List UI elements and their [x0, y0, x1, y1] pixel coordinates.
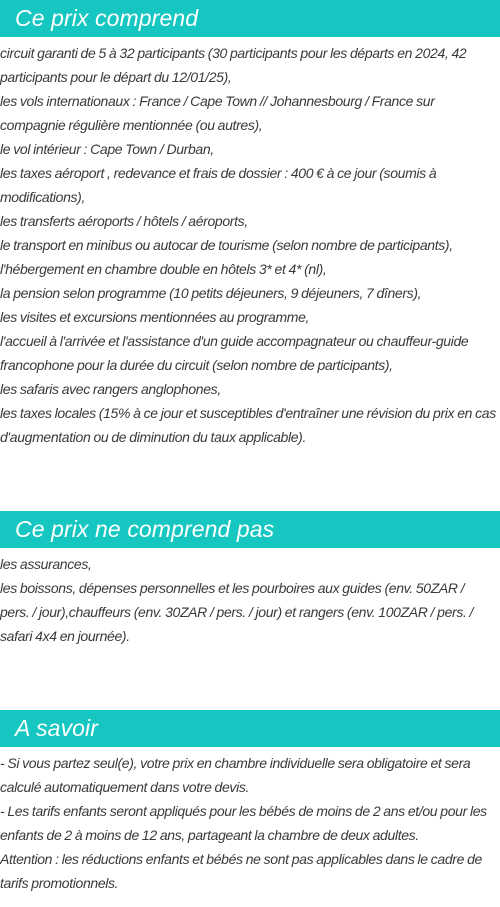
section-body: [0, 548, 500, 648]
list-item: les taxes aéroport , redevance et frais de dossier : 400 € à ce jour (soumis à modifications),: [0, 165, 437, 205]
section-price-includes: [0, 0, 500, 449]
list-item: les assurances,: [0, 556, 92, 572]
list-item: l'hébergement en chambre double en hôtels 3* et 4* (nl),: [0, 261, 327, 277]
list-item: le vol intérieur : Cape Town / Durban,: [0, 141, 214, 157]
list-item: - Les tarifs enfants seront appliqués pour les bébés de moins de 2 ans et/ou pour les enfants de 2 à moins de 12 ans, partageant la chambre de deux adultes.: [0, 803, 487, 843]
section-price-excludes: [0, 511, 500, 648]
section-good-to-know: [0, 710, 500, 895]
section-title: Ce prix ne comprend pas: [0, 511, 500, 548]
section-title: Ce prix comprend: [0, 0, 500, 37]
list-item: les transferts aéroports / hôtels / aéroports,: [0, 213, 248, 229]
list-item: les boissons, dépenses personnelles et les pourboires aux guides (env. 50ZAR / pers. / jour),chauffeurs (env. 30ZAR / pers. / jour) et rangers (env. 100ZAR / pers. / safari 4x4 en journée).: [0, 580, 474, 644]
list-item: les visites et excursions mentionnées au programme,: [0, 309, 310, 325]
section-body: [0, 747, 500, 895]
list-item: les vols internationaux : France / Cape Town // Johannesbourg / France sur compagnie régulière mentionnée (ou autres),: [0, 93, 435, 133]
list-item: Attention : les réductions enfants et bébés ne sont pas applicables dans le cadre de tarifs promotionnels.: [0, 851, 482, 891]
list-item: la pension selon programme (10 petits déjeuners, 9 déjeuners, 7 dîners),: [0, 285, 422, 301]
list-item: l'accueil à l'arrivée et l'assistance d'un guide accompagnateur ou chauffeur-guide francophone pour la durée du circuit (selon nombre de participants),: [0, 333, 469, 373]
list-item: circuit garanti de 5 à 32 participants (30 participants pour les départs en 2024, 42 participants pour le départ du 12/01/25),: [0, 45, 467, 85]
section-body: [0, 37, 500, 449]
section-title: A savoir: [0, 710, 500, 747]
list-item: le transport en minibus ou autocar de tourisme (selon nombre de participants),: [0, 237, 453, 253]
list-item: les safaris avec rangers anglophones,: [0, 381, 221, 397]
list-item: les taxes locales (15% à ce jour et susceptibles d'entraîner une révision du prix en cas d'augmentation ou de diminution du taux applicable).: [0, 405, 496, 445]
list-item: - Si vous partez seul(e), votre prix en chambre individuelle sera obligatoire et sera calculé automatiquement dans votre devis.: [0, 755, 471, 795]
